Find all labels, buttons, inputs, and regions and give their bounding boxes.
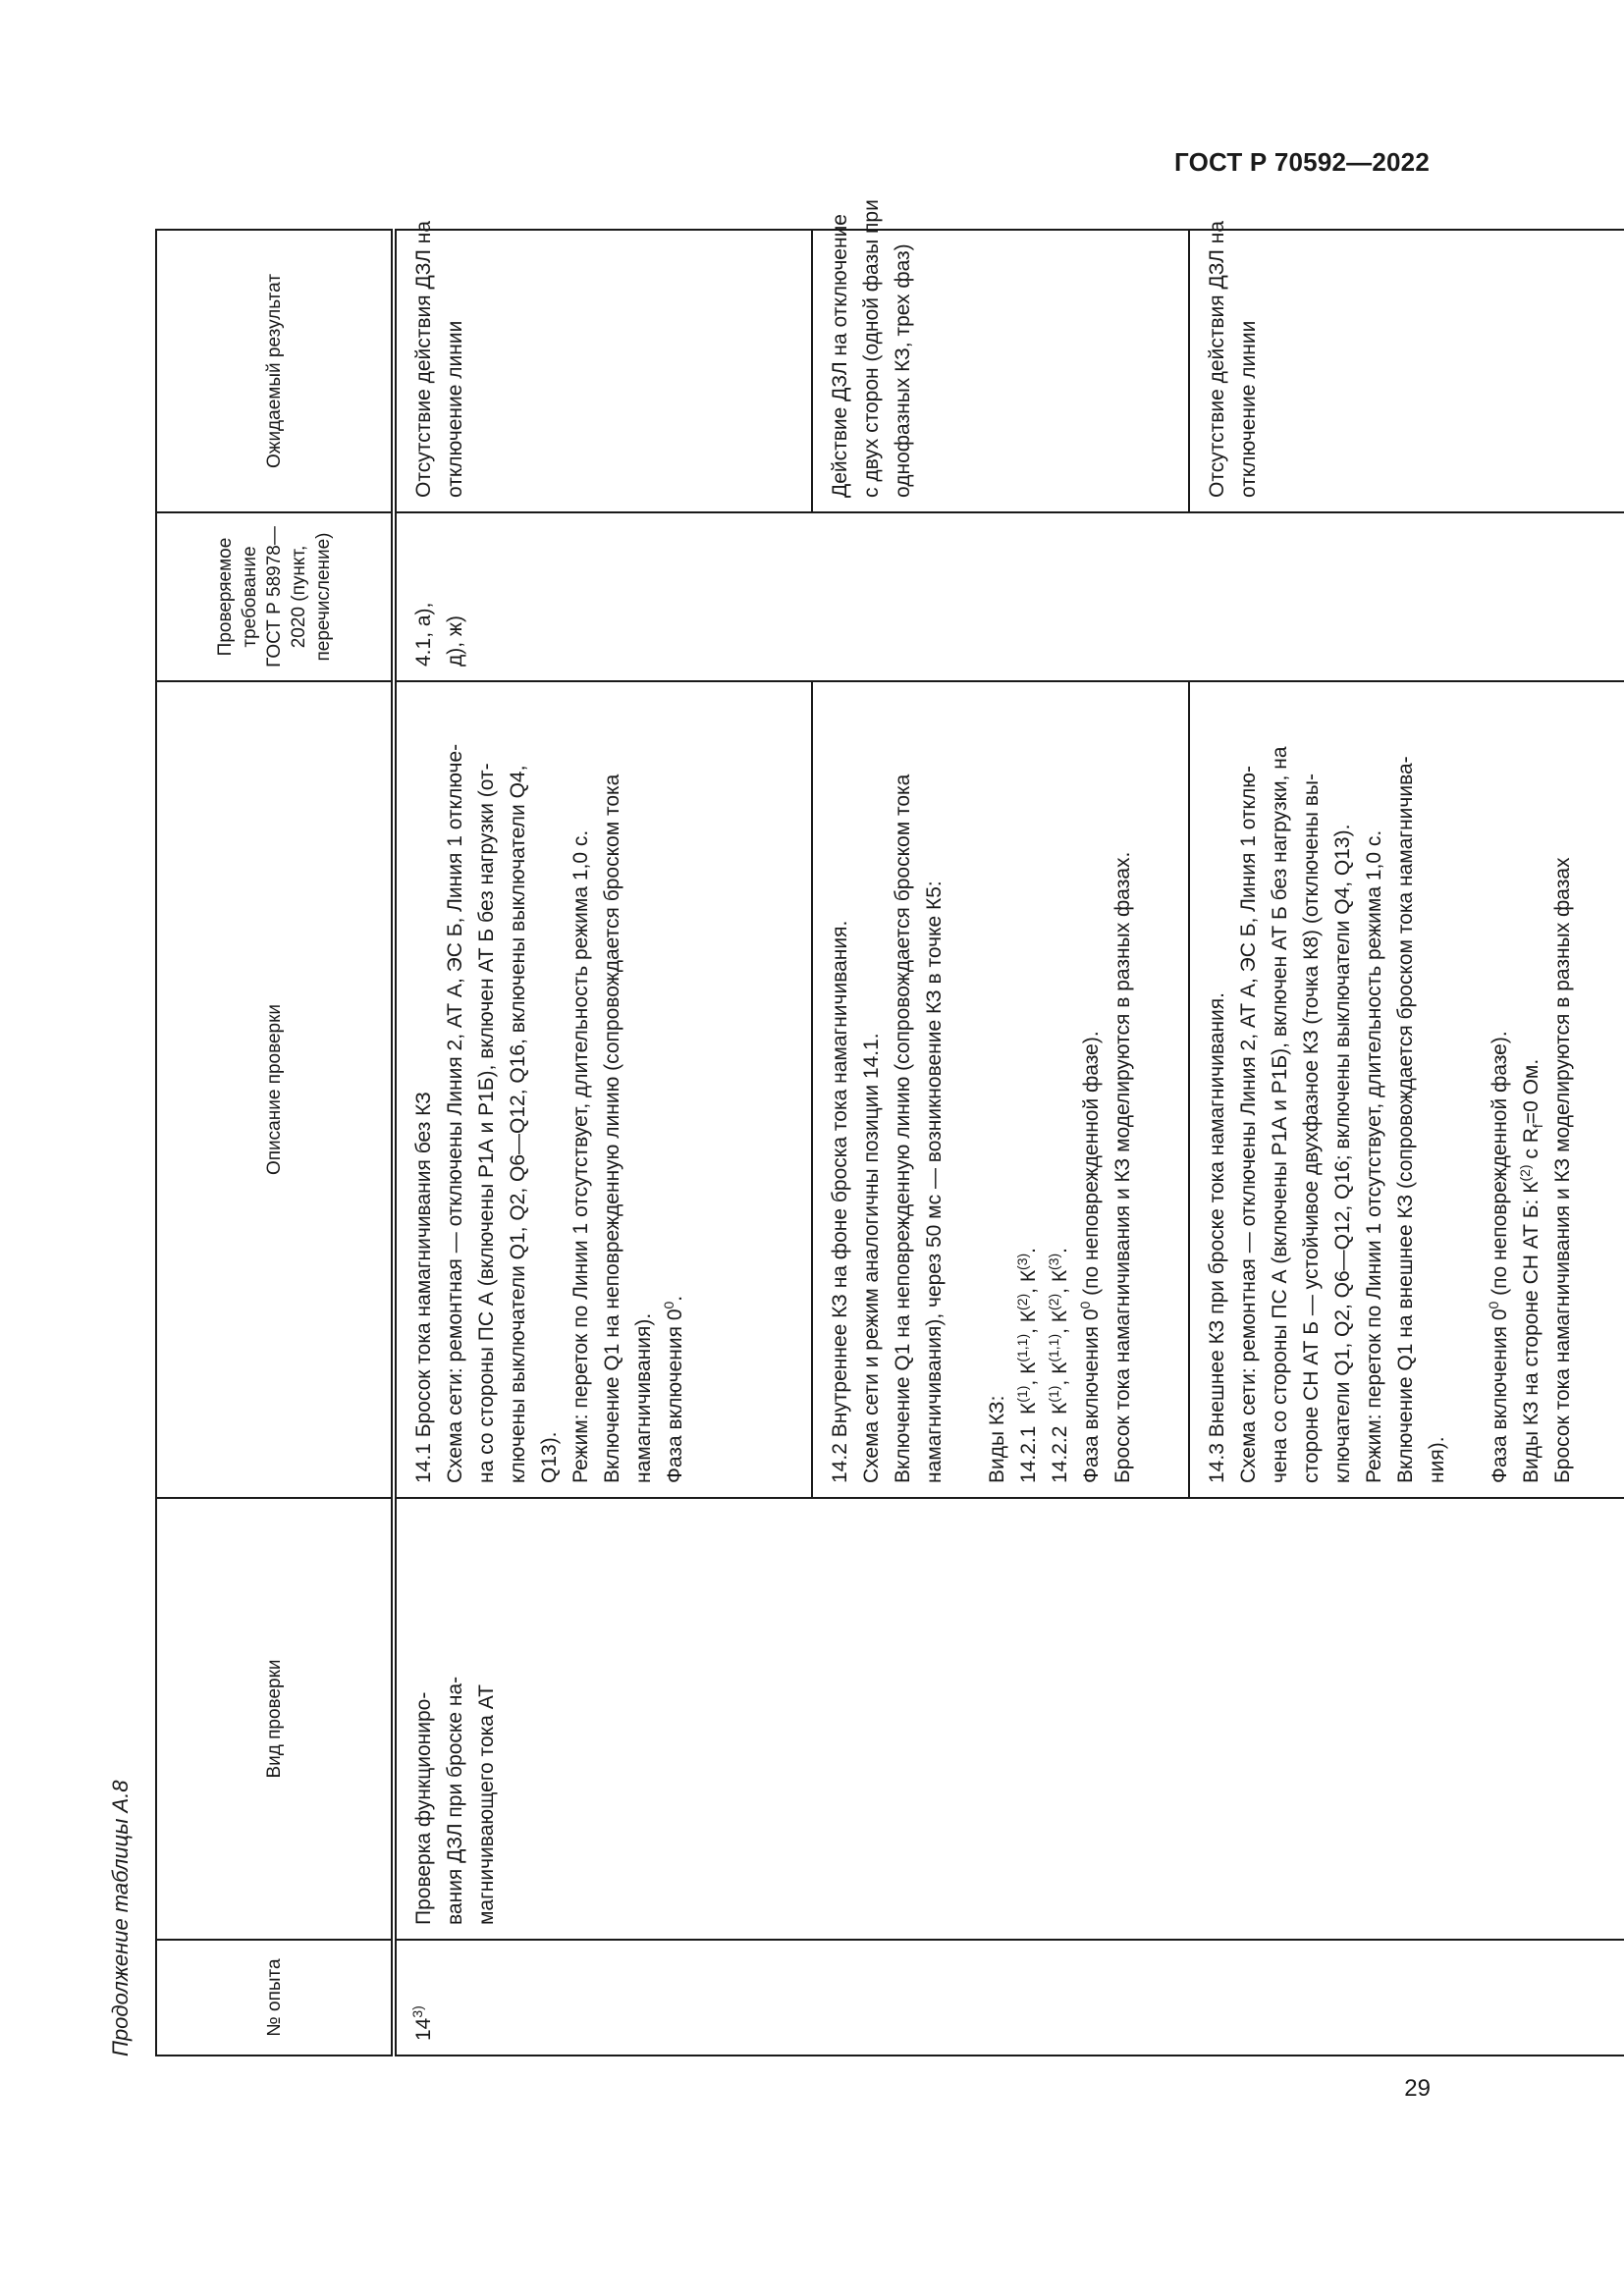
check-type-cell: Проверка функциониро- вания ДЗЛ при броске на- магничивающего тока АТ (394, 1498, 1624, 1940)
col-header-desc: Описание проверки (156, 681, 394, 1498)
description-14-3: 14.3 Внешнее КЗ при броске тока намагничивания. Схема сети: ремонтная — отключены Линия 2, АТ А, ЭС Б, Линия 1 отклю- чена со стороны ПС А (включены Р1А и Р1Б), включен АТ Б без нагрузки, на стороне СН АТ Б — устойчивое двухфазное КЗ (точка К8) (отключены вы- ключатели Q1, Q2, Q6—Q12, Q16; включены выключатели Q4, Q13). Режим: переток по Линии 1 отсутствует, длительность режима 1,0 с. Включение Q1 на внешнее КЗ (сопровождается броском тока намагничива- ния). Фаза включения $0^0$ (по неповрежденной фазе). Виды КЗ на стороне СН АТ Б: $К^{(2)}$ с $R_f=0$ Ом. Бросок тока намагничивания и КЗ моделируются в разных фазах (1189, 681, 1624, 1498)
description-14-2: 14.2 Внутреннее КЗ на фоне броска тока намагничивания. Схема сети и режим аналогичны позиции 14.1. Включение Q1 на неповрежденную линию (сопровождается броском тока намагничивания), через 50 мс — возникновение КЗ в точке К5: Виды КЗ: 14.2.1 $К^{(1)}$, К$^{(1,1)}$, $К^{(2)}$, $К^{(3)}$. 14.2.2 $К^{(1)}$, К$^{(1,1)}$, $К^{(2)}$, $К^{(3)}$. Фаза включения $0^0$ (по неповрежденной фазе). Бросок тока намагничивания и КЗ моделируются в разных фазах. (812, 681, 1189, 1498)
col-header-num: № опыта (156, 1940, 394, 2056)
result-14-1: Отсутствие действия ДЗЛ на отключение линии (394, 230, 812, 512)
page-number: 29 (1404, 2075, 1431, 2102)
table-header-row (156, 230, 394, 2056)
col-header-type: Вид проверки (156, 1498, 394, 1940)
table-caption: Продолжение таблицы А.8 (108, 1780, 133, 2056)
document-code: ГОСТ Р 70592—2022 (1174, 147, 1430, 177)
requirement-cell: 4.1, а), д), ж) (394, 512, 1624, 681)
result-14-3: Отсутствие действия ДЗЛ на отключение линии (1189, 230, 1624, 512)
col-header-result: Ожидаемый результат (156, 230, 394, 512)
col-header-req: Проверяемое требование ГОСТ Р 58978—2020 (пункт, перечисление) (156, 512, 394, 681)
description-14-1: 14.1 Бросок тока намагничивания без КЗ Схема сети: ремонтная — отключены Линия 2, АТ А, ЭС Б, Линия 1 отключе- на со стороны ПС А (включены Р1А и Р1Б), включен АТ Б без нагрузки (от- ключены выключатели Q1, Q2, Q6—Q12, Q16, включены выключатели Q4, Q13). Режим: переток по Линии 1 отсутствует, длительность режима 1,0 с. Включение Q1 на неповрежденную линию (сопровождается броском тока намагничивания). Фаза включения $0^0$. (394, 681, 812, 1498)
experiment-number: 14$^{3)}$ (394, 1940, 1624, 2056)
result-14-2: Действие ДЗЛ на отключение с двух сторон (одной фазы при однофазных КЗ, трех фаз) (812, 230, 1189, 512)
test-table (155, 199, 1624, 2056)
table-row (394, 230, 812, 2056)
